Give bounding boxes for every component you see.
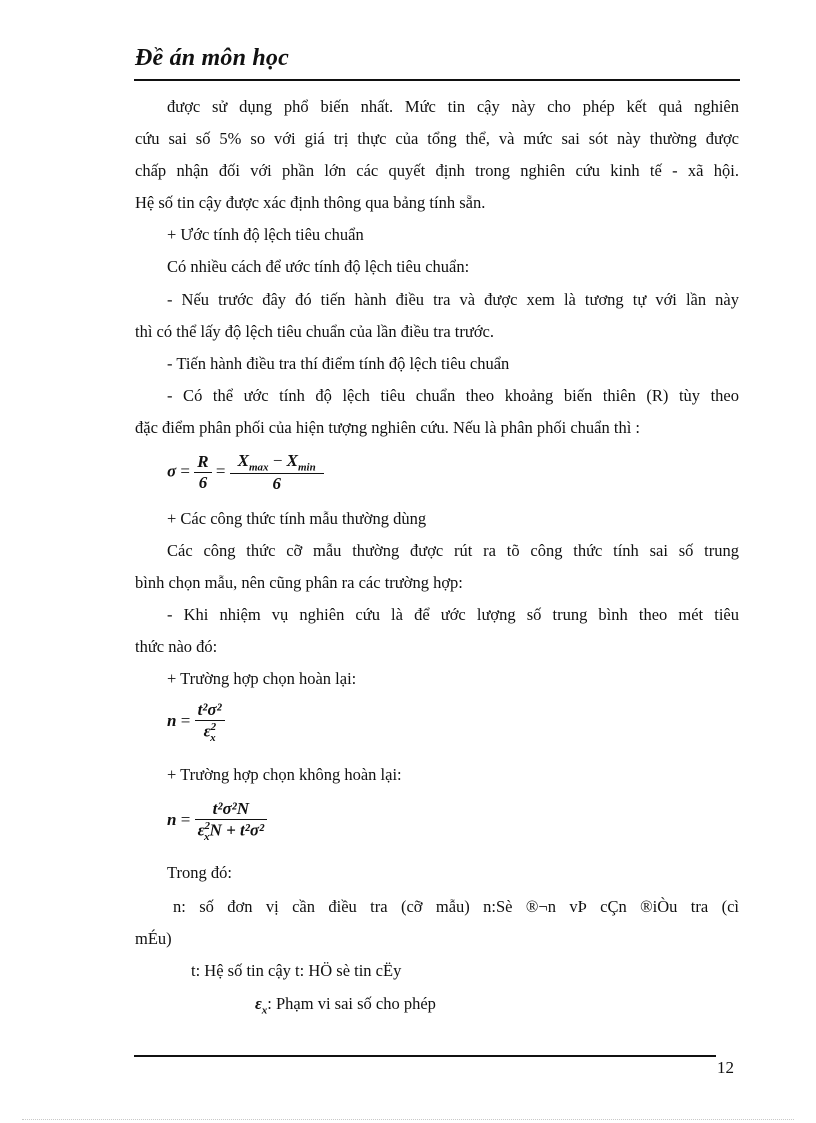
footer-divider: [134, 1055, 716, 1057]
fraction-numerator: t²σ²N: [212, 799, 249, 818]
subscript: x: [204, 831, 210, 844]
fraction-denominator: 6: [230, 473, 324, 494]
subscript: x: [261, 1004, 268, 1017]
bullet-line: thì có thể lấy độ lệch tiêu chuẩn của lần điều tra trước.: [135, 322, 494, 341]
formula-sigma: [167, 451, 324, 494]
formula-lhs: σ: [167, 461, 177, 481]
formula-eq: =: [180, 809, 191, 829]
superscript: 2: [210, 721, 217, 733]
legend-eps-text: : Phạm vi sai số cho phép: [267, 994, 436, 1013]
section-heading-std: + Ước tính độ lệch tiêu chuẩn: [167, 225, 364, 244]
bullet-line: - Khi nhiệm vụ nghiên cứu là để ước lượng số trung bình theo mét tiêu: [167, 605, 739, 624]
superscript: 2: [204, 820, 211, 832]
fraction-denominator: [195, 720, 225, 744]
legend-n-line: n: số đơn vị cần điều tra (cỡ mẫu) n:Sè ®¬n vÞ cÇn ®iÒu tra (cì: [173, 897, 739, 916]
formula-n-without-replacement: [167, 799, 267, 843]
section-intro: Có nhiều cách để ước tính độ lệch tiêu chuẩn:: [167, 257, 470, 276]
header-title: Đề án môn học: [135, 45, 289, 71]
paragraph-line: chấp nhận đối với phần lớn các quyết định trong nghiên cứu kinh tế - xã hội.: [135, 161, 739, 180]
subscript-min: min: [298, 461, 316, 474]
fraction-numerator: t²σ²: [197, 700, 222, 719]
symbol-x: X: [286, 451, 298, 470]
formula-eq: =: [180, 461, 191, 481]
case-without-replacement: + Trường hợp chọn không hoàn lại:: [167, 765, 402, 784]
paragraph-line: Các công thức cỡ mẫu thường được rút ra tõ công thức tính sai số trung: [167, 541, 739, 560]
paragraph-line: Hệ số tin cậy được xác định thông qua bảng tính sẵn.: [135, 193, 486, 212]
formula-n-with-replacement: [167, 700, 225, 744]
symbol-x: X: [237, 451, 249, 470]
formula-lhs: n: [167, 710, 177, 730]
header-divider: [134, 79, 740, 81]
formula-fraction: [194, 452, 211, 493]
minus-sign: −: [272, 451, 283, 470]
subscript: x: [210, 732, 216, 745]
bullet-line: - Có thể ước tính độ lệch tiêu chuẩn theo khoảng biến thiên (R) tùy theo: [167, 386, 739, 405]
formula-eq: =: [180, 710, 191, 730]
bullet-line: - Tiến hành điều tra thí điểm tính độ lệch tiêu chuẩn: [167, 354, 510, 373]
epsilon-symbol: ε: [255, 994, 262, 1013]
legend-eps-line: [255, 993, 816, 1021]
formula-eq: =: [215, 461, 226, 481]
epsilon-symbol: ε: [203, 721, 211, 741]
formula-fraction: [195, 700, 225, 744]
formula-fraction: [195, 799, 268, 843]
paragraph-line: bình chọn mẫu, nên cũng phân ra các trường hợp:: [135, 573, 463, 592]
subscript-max: max: [249, 461, 269, 474]
bullet-line: thức nào đó:: [135, 637, 218, 656]
epsilon-symbol: ε: [197, 820, 205, 840]
legend-n-line: mÉu): [135, 929, 172, 948]
paragraph-line: cứu sai số 5% so với giá trị thực của tổng thể, và mức sai sót này thường được: [135, 129, 739, 148]
fraction-denominator: 6: [194, 472, 211, 493]
page-number: 12: [717, 1058, 734, 1077]
formula-fraction: [230, 451, 324, 494]
case-with-replacement: + Trường hợp chọn hoàn lại:: [167, 669, 357, 688]
page-edge-divider: [22, 1119, 794, 1120]
denominator-rest: N + t²σ²: [209, 820, 265, 840]
section-heading-formulas: + Các công thức tính mẫu thường dùng: [167, 509, 427, 528]
legend-title: Trong đó:: [167, 863, 232, 882]
fraction-denominator: [195, 819, 268, 843]
bullet-line: - Nếu trước đây đó tiến hành điều tra và được xem là tương tự với lần này: [167, 290, 739, 309]
paragraph-line: được sử dụng phổ biến nhất. Mức tin cậy này cho phép kết quả nghiên: [167, 97, 739, 116]
legend-t-line: t: Hệ số tin cậy t: HÖ sè tin cËy: [191, 961, 402, 980]
fraction-numerator: R: [197, 452, 209, 472]
fraction-numerator: [230, 451, 324, 473]
formula-lhs: n: [167, 809, 177, 829]
bullet-line: đặc điểm phân phối của hiện tượng nghiên cứu. Nếu là phân phối chuẩn thì :: [135, 418, 640, 437]
